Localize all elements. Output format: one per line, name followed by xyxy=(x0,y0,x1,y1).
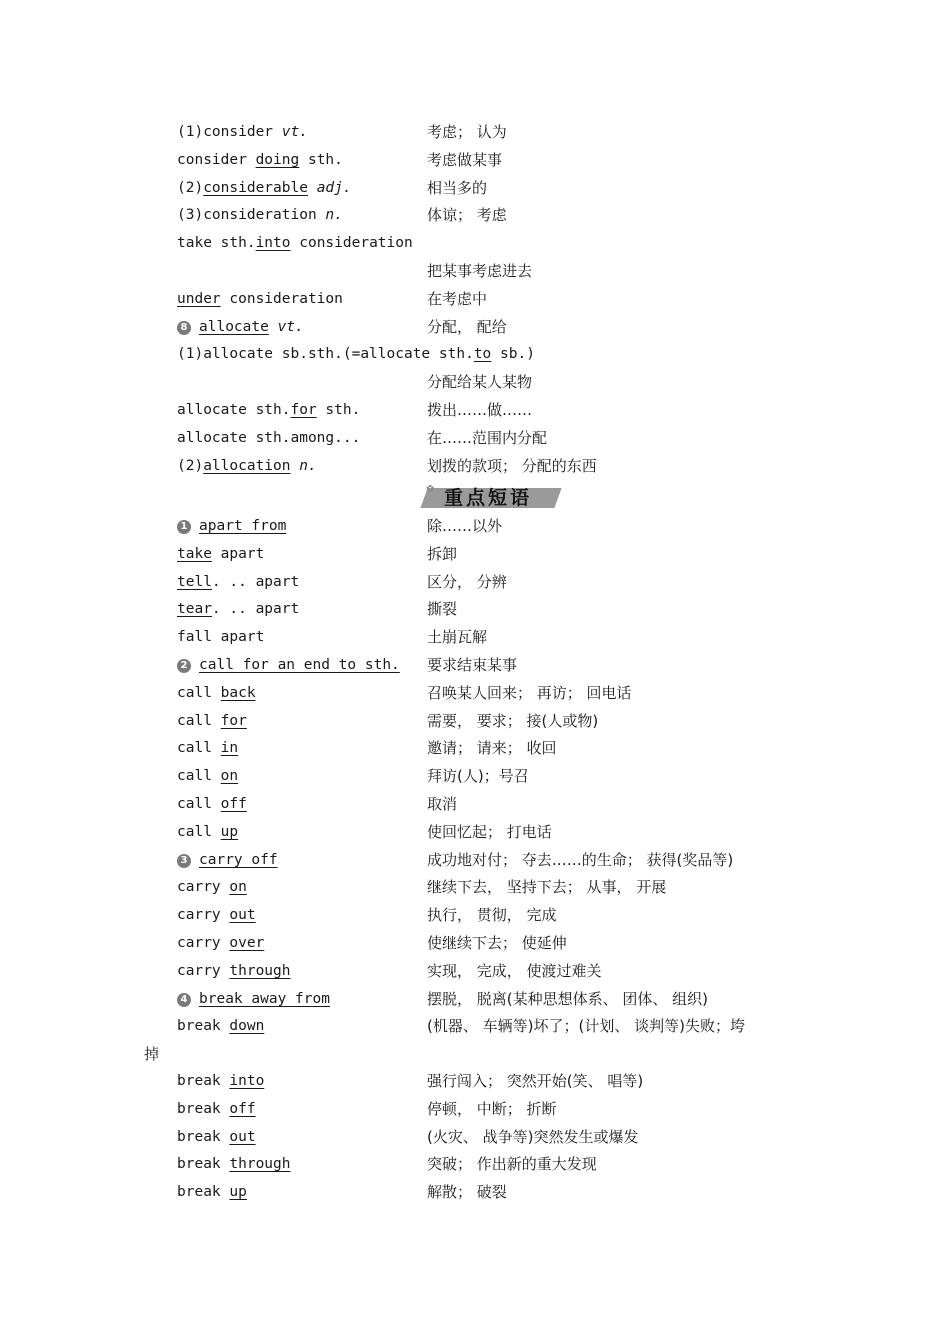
entry-row xyxy=(177,707,817,735)
entry-text-part: allocate xyxy=(199,318,269,335)
entry-text-part: sb.) xyxy=(491,346,535,363)
entry-text-part: to xyxy=(473,346,492,363)
entry-text-part: adj. xyxy=(316,179,352,196)
entry-text-part: off xyxy=(229,1100,256,1117)
entry-text-part: allocate sth.among... xyxy=(177,429,361,446)
entry-text-part: break xyxy=(177,1156,230,1173)
entry-chinese: 强行闯入； 突然开始(笑、 唱等) xyxy=(427,1072,644,1090)
entry-text-part: call xyxy=(177,712,221,729)
entry-text-part xyxy=(269,319,278,335)
entry-text-part: up xyxy=(220,823,239,840)
entry-text-part: apart xyxy=(211,545,265,562)
entry-text-part: call for an end to sth. xyxy=(199,657,400,673)
entry-chinese: 取消 xyxy=(427,795,458,813)
entry-row xyxy=(177,1067,817,1095)
entry-chinese: 摆脱， 脱离(某种思想体系、 团体、 组织) xyxy=(427,989,709,1008)
entry-row xyxy=(177,901,817,929)
entry-english xyxy=(177,929,264,957)
entry-english xyxy=(177,901,256,929)
entry-number-badge: 2 xyxy=(177,659,191,673)
entry-row xyxy=(177,595,817,623)
entry-row xyxy=(177,1178,817,1206)
entry-text-part: out xyxy=(229,907,256,924)
entry-text-part: (2) xyxy=(177,457,204,474)
entry-english xyxy=(177,229,413,257)
entry-row xyxy=(177,846,817,874)
entry-text-part: for xyxy=(220,712,247,729)
entry-english xyxy=(177,452,317,480)
entry-number-badge: 1 xyxy=(177,520,191,534)
entry-text-part: consideration xyxy=(220,290,343,307)
entry-row xyxy=(177,762,817,790)
entry-english xyxy=(177,790,247,818)
entry-chinese: 分配给某人某物 xyxy=(427,373,533,392)
entry-row xyxy=(177,1123,817,1151)
entry-text-part: (1)consider xyxy=(177,124,282,140)
entry-text-part: carry xyxy=(177,935,230,951)
entry-text-part: tear xyxy=(177,601,212,618)
entry-text-part: n. xyxy=(299,457,317,474)
entry-text-part: off xyxy=(220,796,247,812)
entry-english xyxy=(177,1095,256,1123)
entry-chinese: 需要， 要求； 接(人或物) xyxy=(427,711,599,730)
entry-row xyxy=(177,540,817,568)
entry-text-part: out xyxy=(229,1128,256,1145)
entry-chinese: 在……范围内分配 xyxy=(427,428,548,447)
entry-chinese: 分配， 配给 xyxy=(427,317,507,336)
entry-text-part: back xyxy=(220,684,256,701)
entry-text-part: call xyxy=(177,740,221,757)
entry-row xyxy=(177,957,817,985)
entry-chinese: 区分， 分辨 xyxy=(427,572,507,591)
entry-row xyxy=(177,368,817,396)
entry-text-part: allocation xyxy=(203,457,291,474)
entry-english xyxy=(177,313,304,341)
entry-text-part: under xyxy=(177,290,221,307)
entry-text-part xyxy=(291,458,300,474)
entry-english xyxy=(177,734,238,762)
entry-text-part: tell xyxy=(177,573,212,590)
entry-chinese: 拆卸 xyxy=(427,544,458,563)
entry-english xyxy=(177,340,535,368)
entry-chinese: 撕裂 xyxy=(427,600,458,619)
entry-english xyxy=(177,424,360,452)
entry-text-part: on xyxy=(229,879,247,896)
entry-row xyxy=(177,623,817,651)
entry-text-part: sth. xyxy=(299,151,343,168)
entry-english xyxy=(177,146,343,174)
entry-english xyxy=(177,1067,264,1095)
entry-text-part: n. xyxy=(325,207,343,224)
entry-chinese: 停顿， 中断； 折断 xyxy=(427,1099,557,1118)
entry-english xyxy=(177,201,343,229)
entry-text-part: apart from xyxy=(199,518,287,534)
entry-text-part: carry xyxy=(177,907,230,924)
entry-chinese: 考虑； 认为 xyxy=(427,123,507,141)
entry-text-part: . .. apart xyxy=(211,573,300,590)
entry-row xyxy=(177,1095,817,1123)
entry-english xyxy=(177,818,238,846)
entry-row xyxy=(177,146,817,174)
entry-text-part: . .. apart xyxy=(211,601,300,618)
entry-text-part: consideration xyxy=(290,235,413,252)
entry-chinese: 成功地对付； 夺去……的生命； 获得(奖品等) xyxy=(427,850,734,869)
entry-text-part: consider xyxy=(177,151,256,168)
entry-text-part: (3)consideration xyxy=(177,207,326,224)
entry-chinese: 拨出……做…… xyxy=(427,401,533,419)
entry-text-part: carry xyxy=(177,879,230,896)
entry-text-part: break xyxy=(177,1018,230,1035)
entry-chinese: 划拨的款项； 分配的东西 xyxy=(427,456,597,475)
entry-english xyxy=(177,707,247,735)
entry-row xyxy=(177,174,817,202)
entry-text-part: into xyxy=(229,1073,265,1089)
entry-english xyxy=(177,540,264,568)
entry-english xyxy=(177,396,360,424)
entry-text-part: (1)allocate sb.sth.(=allocate sth. xyxy=(177,346,474,363)
entry-number-badge: 8 xyxy=(177,321,191,335)
entry-text-part: break xyxy=(177,1100,230,1117)
entry-text-part: into xyxy=(255,235,291,252)
entry-chinese: 相当多的 xyxy=(427,178,488,197)
entry-row xyxy=(177,201,817,229)
section-title: 重点短语 xyxy=(444,487,533,509)
entry-text-part: for xyxy=(290,402,317,418)
entry-english xyxy=(177,285,343,313)
entry-text-part: call xyxy=(177,823,221,840)
entry-row xyxy=(177,929,817,957)
entry-row xyxy=(177,1012,817,1040)
entry-number-badge: 3 xyxy=(177,854,191,868)
entry-row xyxy=(177,651,817,679)
entry-row xyxy=(177,512,817,540)
entry-text-part: carry off xyxy=(199,851,278,868)
entry-text-part: considerable xyxy=(203,179,308,196)
entry-row xyxy=(177,118,817,146)
entry-english xyxy=(177,174,352,202)
entry-text-part: break away from xyxy=(199,990,330,1007)
entry-text-part: break xyxy=(177,1073,230,1089)
entry-chinese: 拜访(人)；号召 xyxy=(427,767,529,786)
entry-row xyxy=(177,679,817,707)
entry-chinese: 要求结束某事 xyxy=(427,656,518,674)
entry-row xyxy=(177,396,817,424)
entry-chinese: 考虑做某事 xyxy=(427,150,503,169)
entry-text-part: call xyxy=(177,684,221,701)
entry-english xyxy=(177,1178,247,1206)
entry-chinese: 在考虑中 xyxy=(427,289,488,308)
entry-english xyxy=(177,985,330,1013)
entry-row xyxy=(177,285,817,313)
entry-row xyxy=(177,790,817,818)
entry-row xyxy=(177,985,817,1013)
entry-english xyxy=(177,595,299,623)
wrapped-text: 掉 xyxy=(144,1045,160,1063)
entry-text-part: carry xyxy=(177,962,230,979)
entry-text-part: (2) xyxy=(177,179,204,196)
entry-row xyxy=(177,257,817,285)
entry-text-part: up xyxy=(229,1184,247,1201)
entry-chinese: 邀请； 请来； 收回 xyxy=(427,739,557,758)
entry-number-badge: 4 xyxy=(177,993,191,1007)
entry-row xyxy=(177,873,817,901)
entry-english xyxy=(177,679,256,707)
section-banner xyxy=(424,482,564,512)
entry-chinese: 继续下去， 坚持下去； 从事， 开展 xyxy=(427,878,667,897)
entry-english xyxy=(177,1123,256,1151)
entry-chinese: 体谅； 考虑 xyxy=(427,206,507,225)
entry-text-part: through xyxy=(229,1156,291,1173)
entry-row xyxy=(177,818,817,846)
entry-chinese: (火灾、 战争等)突然发生或爆发 xyxy=(427,1127,639,1146)
entry-row xyxy=(177,1150,817,1178)
entry-text-part: in xyxy=(220,740,239,757)
entry-chinese: 执行， 贯彻， 完成 xyxy=(427,906,557,925)
entry-text-part: take xyxy=(177,545,212,562)
entry-chinese: 使回忆起； 打电话 xyxy=(427,822,552,841)
entry-english xyxy=(177,846,278,874)
entry-chinese: 召唤某人回来； 再访； 回电话 xyxy=(427,683,632,702)
entry-text-part: down xyxy=(229,1018,265,1035)
entry-english xyxy=(177,118,308,146)
entry-row xyxy=(177,452,817,480)
entry-row xyxy=(177,340,817,368)
entry-chinese: 突破； 作出新的重大发现 xyxy=(427,1155,597,1174)
entry-english xyxy=(177,1150,291,1178)
entry-english xyxy=(177,1012,264,1040)
entry-row xyxy=(177,424,817,452)
entry-text-part: vt. xyxy=(277,318,304,335)
entry-english xyxy=(177,873,247,901)
entry-english xyxy=(177,651,400,679)
entry-chinese: (机器、 车辆等)坏了；(计划、 谈判等)失败；垮 xyxy=(427,1017,745,1036)
entry-text-part xyxy=(308,180,317,196)
entry-text-part: take sth. xyxy=(177,235,256,252)
entry-row xyxy=(177,229,817,257)
entry-text-part: call xyxy=(177,796,221,812)
entry-chinese: 实现， 完成， 使渡过难关 xyxy=(427,961,602,980)
entry-english xyxy=(177,957,291,985)
entry-chinese: 除……以外 xyxy=(427,517,503,535)
banner-decoration-icon: ✿ xyxy=(426,484,435,495)
entry-row xyxy=(177,313,817,341)
entry-text-part: over xyxy=(229,935,265,951)
entry-text-part: on xyxy=(220,768,239,785)
entry-text-part: break xyxy=(177,1184,230,1201)
entry-text-part: allocate sth. xyxy=(177,402,291,418)
entry-english xyxy=(177,512,286,540)
entry-text-part: vt. xyxy=(281,124,308,140)
entry-english xyxy=(177,623,264,651)
entry-text-part: doing xyxy=(255,151,300,168)
entry-text-part: break xyxy=(177,1128,230,1145)
entry-english xyxy=(177,568,299,596)
entry-chinese: 把某事考虑进去 xyxy=(427,262,533,280)
entry-text-part: through xyxy=(229,962,291,979)
entry-chinese: 土崩瓦解 xyxy=(427,628,488,647)
entry-text-part: sth. xyxy=(316,402,361,418)
entry-english xyxy=(177,762,238,790)
entry-text-part: fall apart xyxy=(177,629,265,646)
entry-chinese: 解散； 破裂 xyxy=(427,1183,507,1202)
entry-chinese: 使继续下去； 使延伸 xyxy=(427,934,567,952)
entry-row xyxy=(177,734,817,762)
entry-text-part: call xyxy=(177,768,221,785)
entry-row xyxy=(177,568,817,596)
